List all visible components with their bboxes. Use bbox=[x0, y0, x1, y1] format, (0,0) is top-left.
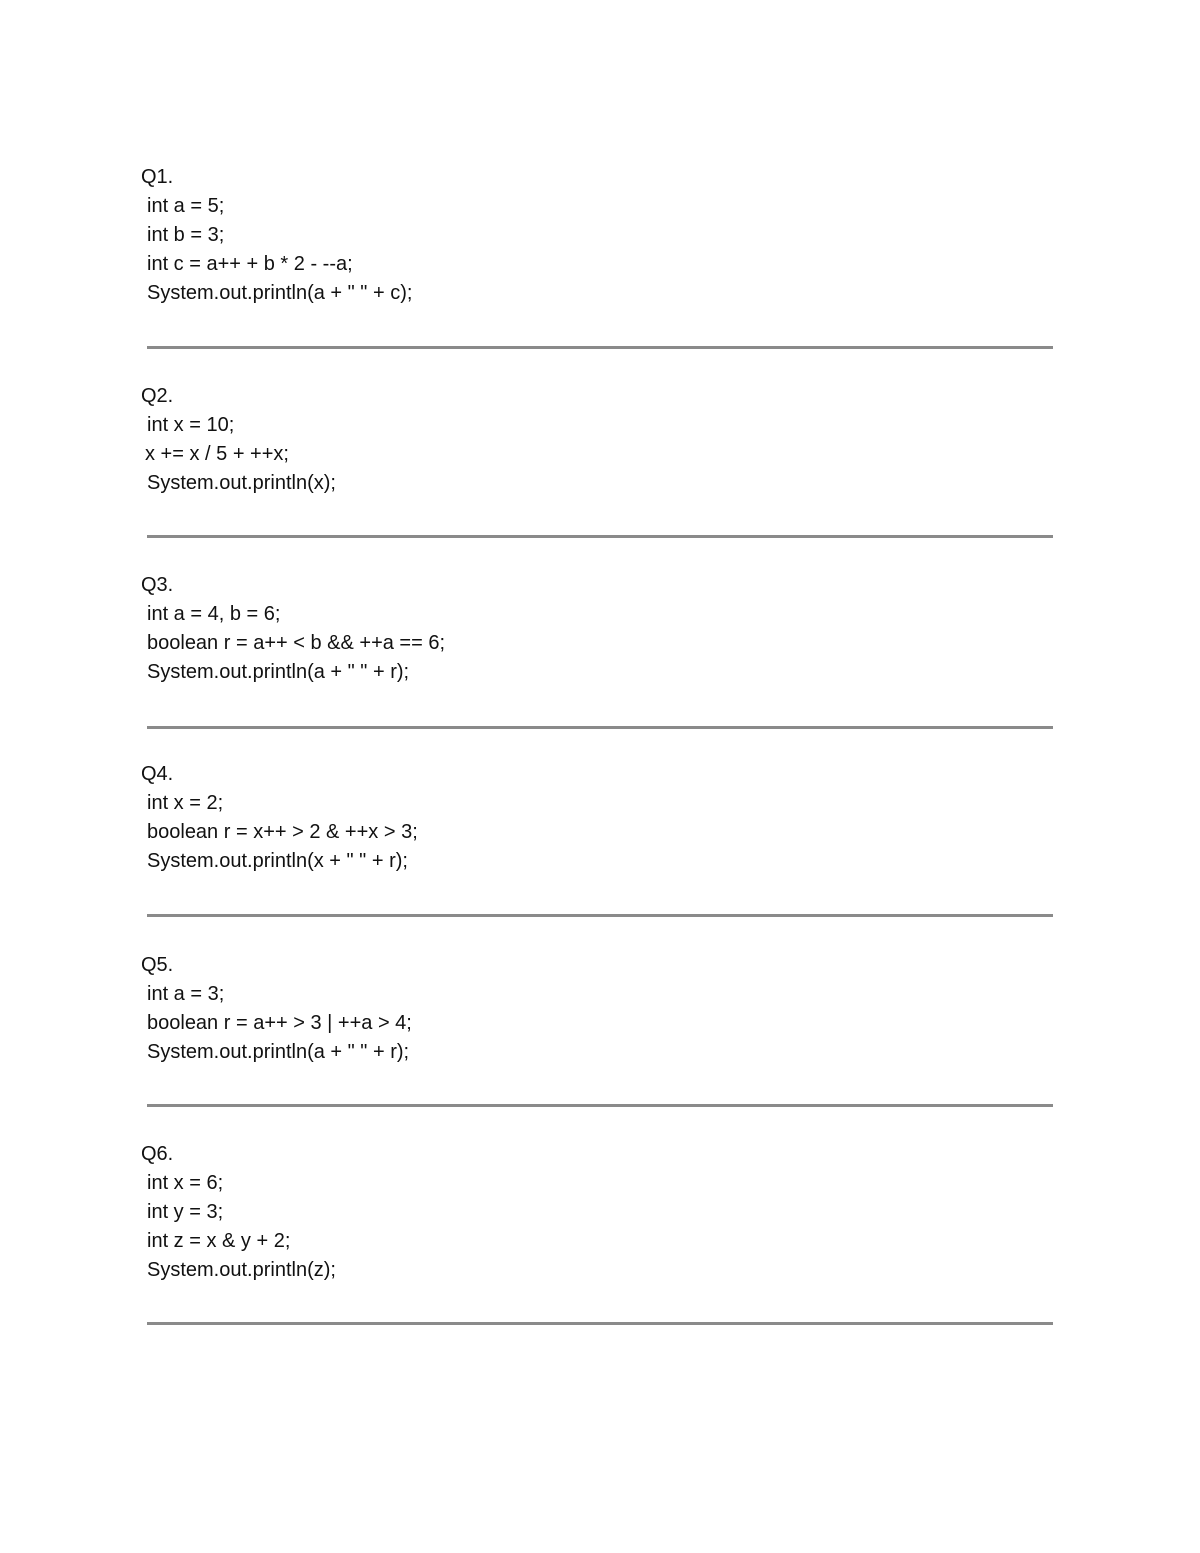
code-line: int b = 3; bbox=[147, 224, 225, 246]
code-line: int c = a++ + b * 2 - --a; bbox=[147, 253, 353, 275]
answer-divider bbox=[147, 346, 1053, 349]
question-3 bbox=[141, 571, 1061, 687]
question-6 bbox=[141, 1140, 1061, 1285]
code-line: int a = 4, b = 6; bbox=[147, 603, 281, 625]
code-line: System.out.println(a + " " + r); bbox=[147, 1041, 410, 1063]
question-2 bbox=[141, 382, 1061, 498]
code-line: System.out.println(z); bbox=[147, 1259, 336, 1281]
code-line: int x = 2; bbox=[147, 792, 224, 814]
code-line: System.out.println(x + " " + r); bbox=[147, 850, 408, 872]
question-label: Q3. bbox=[141, 574, 174, 596]
code-line: int z = x & y + 2; bbox=[147, 1230, 291, 1252]
question-label: Q2. bbox=[141, 385, 174, 407]
code-line: boolean r = x++ > 2 & ++x > 3; bbox=[147, 821, 418, 843]
code-line: boolean r = a++ > 3 | ++a > 4; bbox=[147, 1012, 412, 1034]
answer-divider bbox=[147, 1322, 1053, 1325]
code-line: System.out.println(x); bbox=[147, 472, 336, 494]
answer-divider bbox=[147, 535, 1053, 538]
question-label: Q5. bbox=[141, 954, 174, 976]
question-label: Q4. bbox=[141, 763, 174, 785]
answer-divider bbox=[147, 1104, 1053, 1107]
question-label: Q1. bbox=[141, 166, 174, 188]
code-line: int a = 5; bbox=[147, 195, 225, 217]
question-5 bbox=[141, 951, 1061, 1067]
answer-divider bbox=[147, 726, 1053, 729]
question-label: Q6. bbox=[141, 1143, 174, 1165]
question-1 bbox=[141, 163, 1061, 308]
code-line: int y = 3; bbox=[147, 1201, 224, 1223]
code-line: boolean r = a++ < b && ++a == 6; bbox=[147, 632, 446, 654]
code-line: x += x / 5 + ++x; bbox=[145, 443, 289, 465]
answer-divider bbox=[147, 914, 1053, 917]
question-4 bbox=[141, 760, 1061, 876]
code-line: System.out.println(a + " " + c); bbox=[147, 282, 413, 304]
code-line: int x = 10; bbox=[147, 414, 235, 436]
code-line: System.out.println(a + " " + r); bbox=[147, 661, 410, 683]
code-line: int a = 3; bbox=[147, 983, 225, 1005]
code-line: int x = 6; bbox=[147, 1172, 224, 1194]
